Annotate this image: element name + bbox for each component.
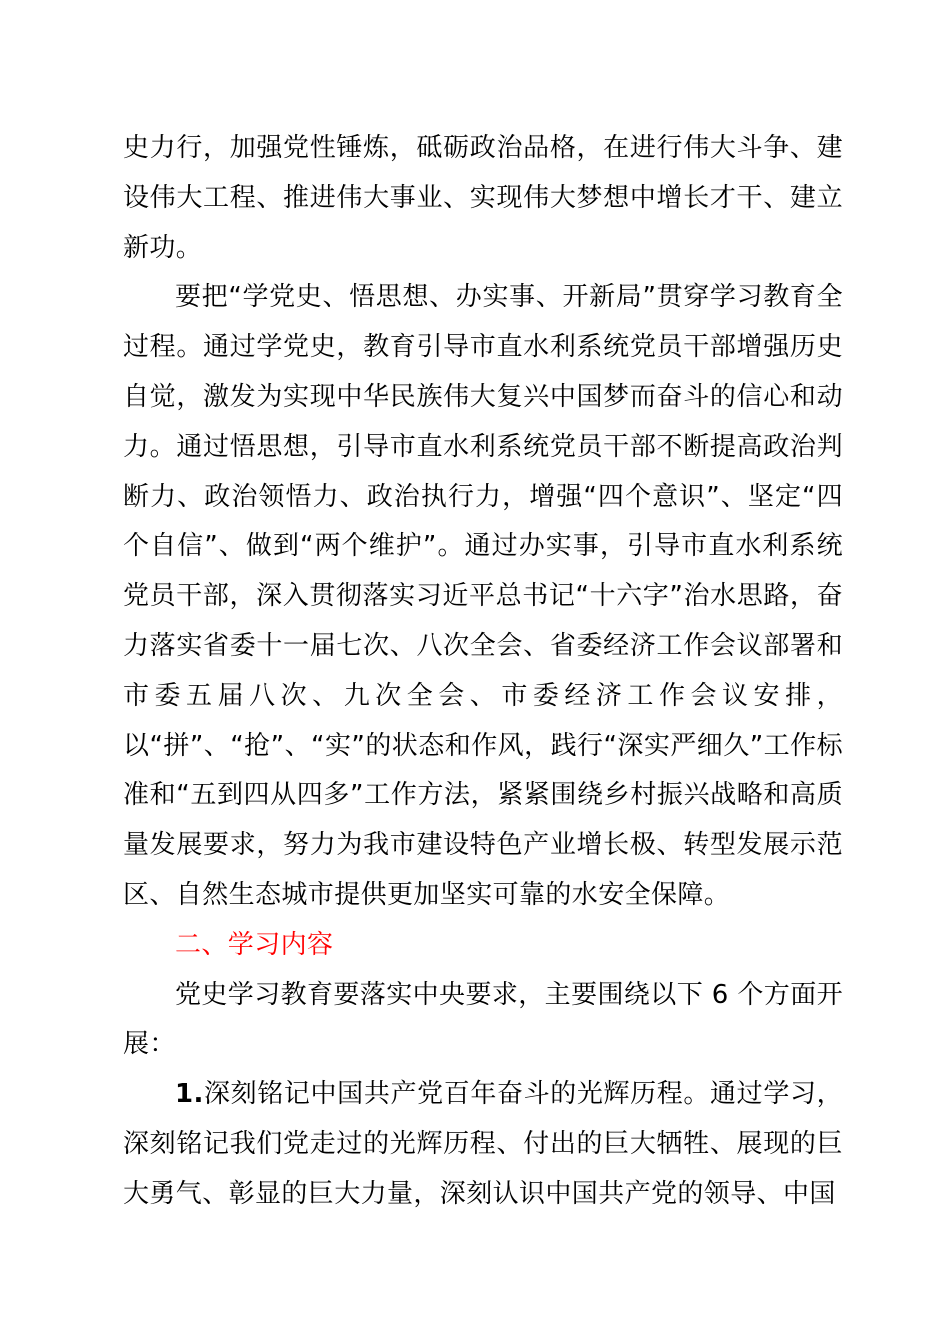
- paragraph-continuation: 史力行，加强党性锤炼，砥砺政治品格，在进行伟大斗争、建设伟大工程、推进伟大事业、实现伟大梦想中增长才干、建立新功。: [123, 133, 843, 263]
- list-item-1-body: 通过学习，深刻铭记我们党走过的光辉历程、付出的巨大牺牲、展现的巨大勇气、彰显的巨大力量，深刻认识中国共产党的领导、中国: [123, 1079, 843, 1209]
- paragraph-study-goals: 要把“学党史、悟思想、办实事、开新局”贯穿学习教育全过程。通过学党史，教育引导市直水利系统党员干部增强历史自觉，激发为实现中华民族伟大复兴中国梦而奋斗的信心和动力。通过悟思想，引导市直水利系统党员干部不断提高政治判断力、政治领悟力、政治执行力，增强“四个意识”、坚定“四个自信”、做到“两个维护”。通过办实事，引导市直水利系统党员干部，深入贯彻落实习近平总书记“十六字”治水思路，奋力落实省委十一届七次、八次全会、省委经济工作会议部署和市委五届八次、九次全会、市委经济工作会议安排，以“拼”、“抢”、“实”的状态和作风，践行“深实严细久”工作标准和“五到四从四多”工作方法，紧紧围绕乡村振兴战略和高质量发展要求，努力为我市建设特色产业增长极、转型发展示范区、自然生态城市提供更加坚实可靠的水安全保障。: [123, 282, 843, 910]
- paragraph-study-aspects: 党史学习教育要落实中央要求，主要围绕以下 6 个方面开展：: [123, 979, 843, 1060]
- document-page: [123, 124, 843, 1220]
- section-heading-study-content: 二、学习内容: [175, 929, 334, 960]
- list-item-1-number: 1.: [175, 1079, 204, 1110]
- list-item-1-title: 深刻铭记中国共产党百年奋斗的光辉历程。: [203, 1079, 711, 1110]
- list-item-1: [123, 1070, 843, 1219]
